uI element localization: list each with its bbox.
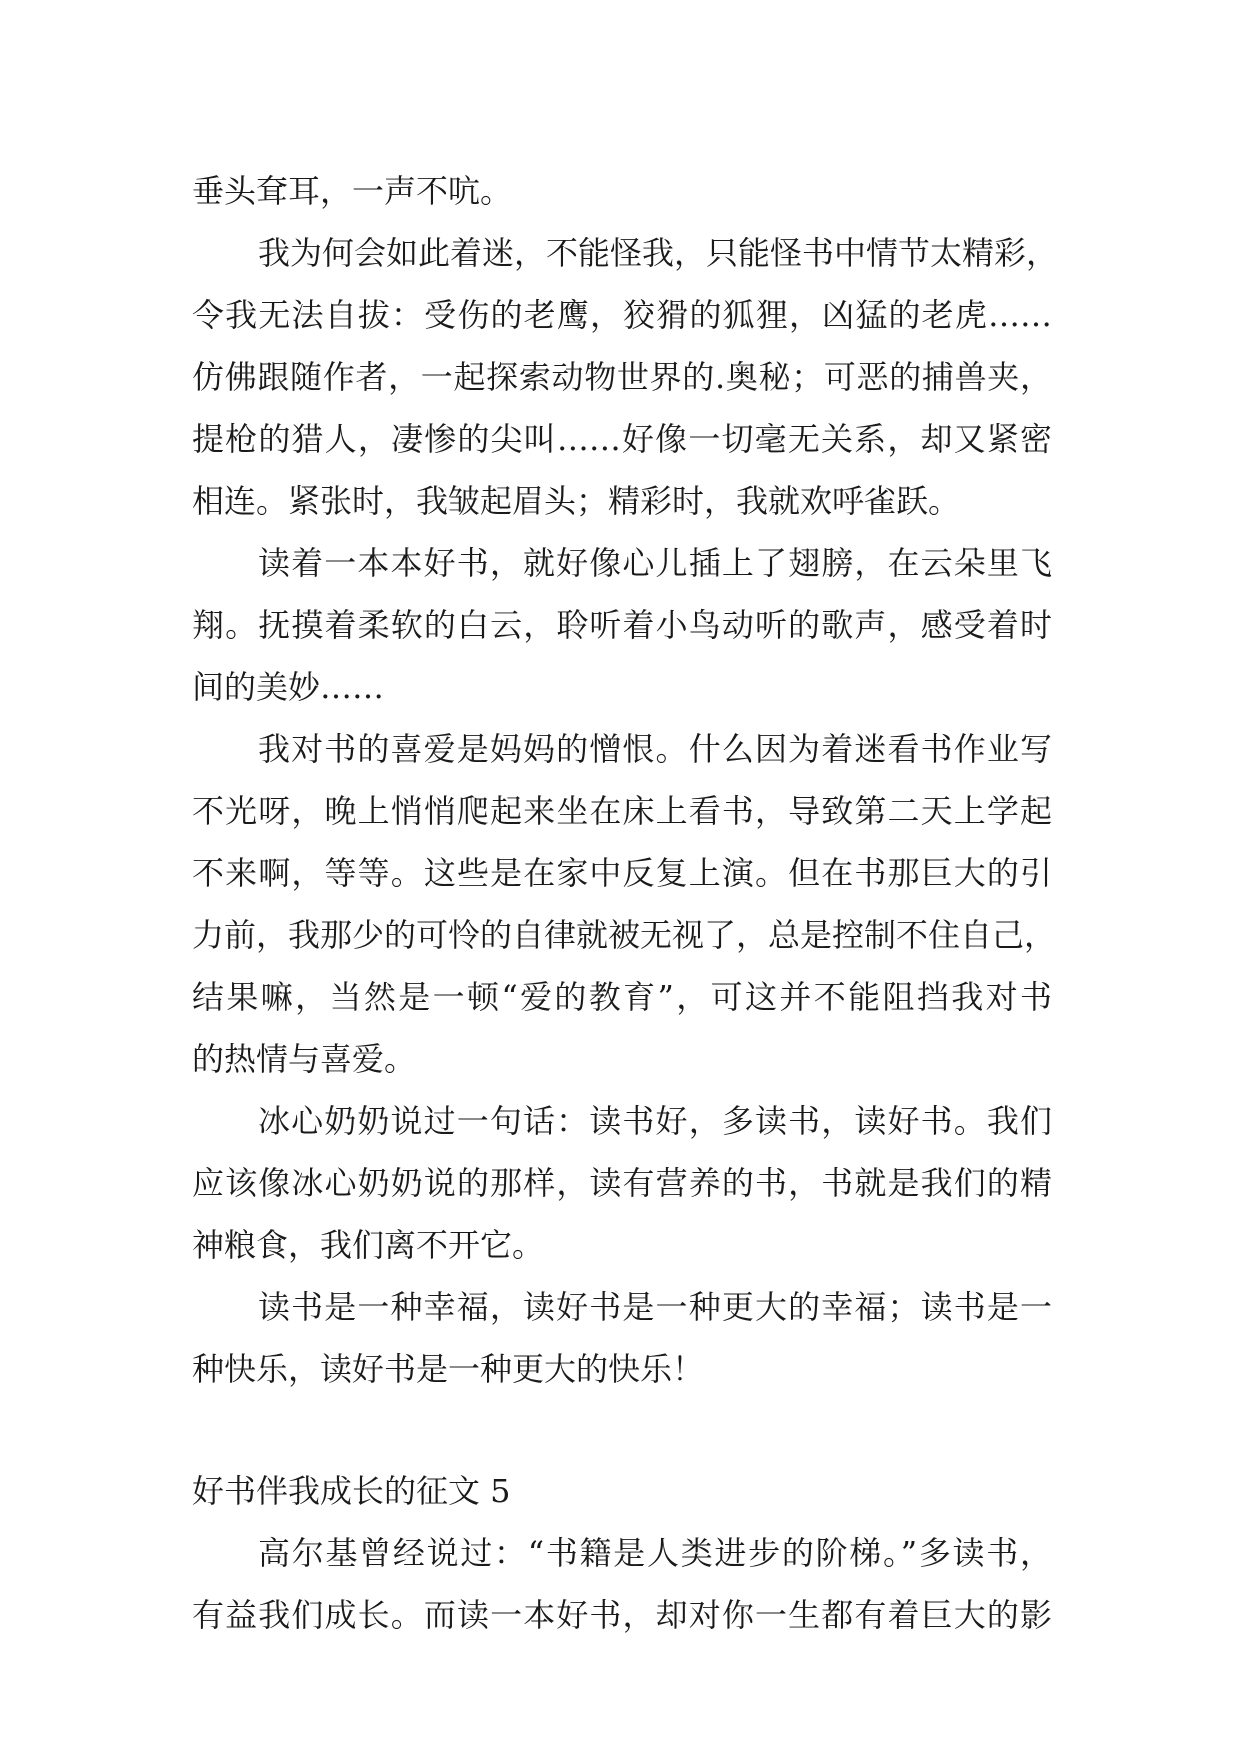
section-gap bbox=[192, 1400, 1052, 1460]
text-line: 力前，我那少的可怜的自律就被无视了，总是控制不住自己， bbox=[192, 916, 1057, 954]
text-line: 结果嘛，当然是一顿“爱的教育”，可这并不能阻挡我对书 bbox=[192, 978, 1052, 1016]
text-line: 我为何会如此着迷，不能怪我，只能怪书中情节太精彩， bbox=[258, 234, 1059, 272]
text-line: 提枪的猎人，凄惨的尖叫……好像一切毫无关系，却又紧密 bbox=[192, 420, 1052, 458]
paragraph bbox=[192, 1090, 1052, 1276]
text-line: 种快乐，读好书是一种更大的快乐！ bbox=[192, 1350, 705, 1388]
text-line: 间的美妙…… bbox=[192, 668, 385, 706]
body-text bbox=[192, 160, 1059, 1400]
text-line: 相连。紧张时，我皱起眉头；精彩时，我就欢呼雀跃。 bbox=[192, 482, 961, 520]
document-page bbox=[192, 160, 1059, 1646]
text-line: 令我无法自拔：受伤的老鹰，狡猾的狐狸，凶猛的老虎…… bbox=[192, 296, 1052, 334]
paragraph bbox=[192, 1522, 1052, 1646]
text-line: 有益我们成长。而读一本好书，却对你一生都有着巨大的影 bbox=[192, 1596, 1052, 1634]
text-line: 读着一本本好书，就好像心儿插上了翅膀，在云朵里飞 bbox=[258, 544, 1052, 582]
text-line: 垂头耷耳，一声不吭。 bbox=[192, 172, 513, 210]
text-line: 翔。抚摸着柔软的白云，聆听着小鸟动听的歌声，感受着时 bbox=[192, 606, 1052, 644]
text-line: 应该像冰心奶奶说的那样，读有营养的书，书就是我们的精 bbox=[192, 1164, 1052, 1202]
text-line: 冰心奶奶说过一句话：读书好，多读书，读好书。我们 bbox=[258, 1102, 1052, 1140]
text-line: 神粮食，我们离不开它。 bbox=[192, 1226, 545, 1264]
paragraph bbox=[192, 160, 1052, 222]
text-line: 不光呀，晚上悄悄爬起来坐在床上看书，导致第二天上学起 bbox=[192, 792, 1052, 830]
text-line: 我对书的喜爱是妈妈的憎恨。什么因为着迷看书作业写 bbox=[258, 730, 1052, 768]
paragraph bbox=[192, 1276, 1052, 1400]
paragraph bbox=[192, 718, 1057, 1090]
text-line: 的热情与喜爱。 bbox=[192, 1040, 417, 1078]
text-line: 读书是一种幸福，读好书是一种更大的幸福；读书是一 bbox=[258, 1288, 1052, 1326]
paragraph bbox=[192, 222, 1059, 532]
section-body-text bbox=[192, 1522, 1052, 1646]
text-line: 高尔基曾经说过：“书籍是人类进步的阶梯。”多读书， bbox=[258, 1534, 1052, 1572]
text-line: 仿佛跟随作者，一起探索动物世界的.奥秘；可恶的捕兽夹， bbox=[192, 358, 1052, 396]
paragraph bbox=[192, 532, 1052, 718]
text-line: 不来啊，等等。这些是在家中反复上演。但在书那巨大的引 bbox=[192, 854, 1052, 892]
section-title: 好书伴我成长的征文 5 bbox=[192, 1472, 511, 1510]
